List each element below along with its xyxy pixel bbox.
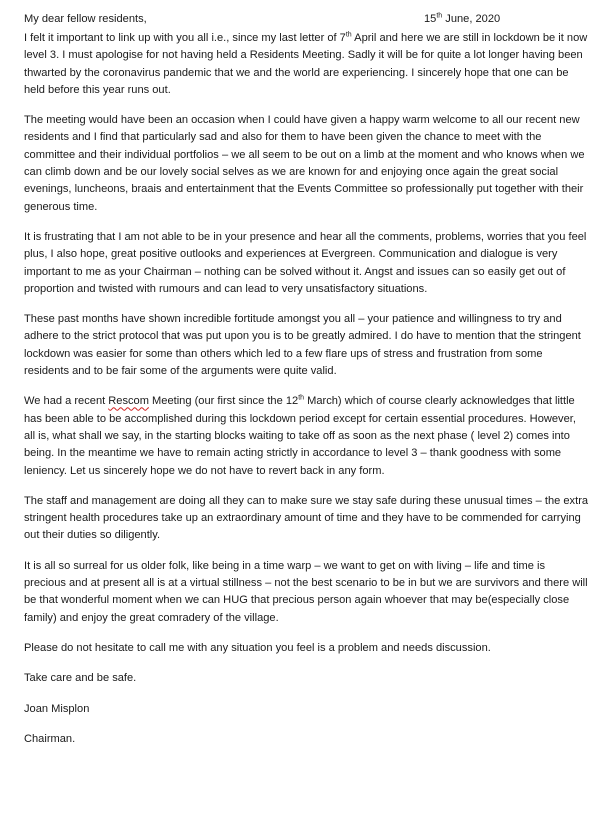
date-day: 15 xyxy=(424,13,437,25)
paragraph-8: Please do not hesitate to call me with any situation you feel is a problem and needs discussion. xyxy=(24,641,491,654)
closing-line: Take care and be safe. xyxy=(24,672,137,685)
paragraph-1 xyxy=(24,30,589,99)
paragraph-5-sup: th xyxy=(298,394,305,402)
date-suffix: th xyxy=(436,12,443,20)
signature-name: Joan Misplon xyxy=(24,702,90,715)
paragraph-3: It is frustrating that I am not able to be in your presence and hear all the comments, problems, worries that you feel plus, I also hope, great positive outlooks and experiences at Evergreen. Communication and dialogue is very important to me as your Chairman – nothing can be solved without it. Angst and issues can so easily get out of proportion and twisted with rumours and can lead to very unsatisfactory situations. xyxy=(24,230,587,295)
paragraph-1-text-a: I felt it important to link up with you all i.e., since my last letter of 7 xyxy=(24,32,346,44)
paragraph-5-text-a: We had a recent xyxy=(24,395,109,408)
misspelled-word: Rescom xyxy=(108,395,149,408)
paragraph-6: The staff and management are doing all they can to make sure we stay safe during these unusual times – the extra stringent health procedures take up an extraordinary amount of time and they have to be commended for carrying out their duties so diligently. xyxy=(24,494,589,542)
salutation: My dear fellow residents, xyxy=(24,13,147,25)
paragraph-5-text-b: Meeting (our first since the 12 xyxy=(148,395,299,408)
signature-title: Chairman. xyxy=(24,732,76,745)
paragraph-2: The meeting would have been an occasion when I could have given a happy warm welcome to all our recent new residents and I find that particularly sad and also for them to have been given the chance to meet with the committee and their individual portfolios – we all seem to be out on a limb at the moment and who knows when we can climb down and be our lovely social selves as we are known for and enjoying once again the great social evenings, luncheons, braais and entertainment that the Events Committee so professionally put together with their generous time. xyxy=(24,114,585,213)
letter-date xyxy=(424,11,500,28)
paragraph-7: It is all so surreal for us older folk, like being in a time warp – we want to get on with living – life and time is precious and at present all is at a virtual stillness – not the best scenario to be in but we are survivors and there will be that wonderful moment when we can HUG that precious person again whoever that may be(especially close family) and enjoy the great comradery of the village. xyxy=(24,559,588,624)
paragraph-5 xyxy=(24,393,589,479)
paragraph-1-sup: th xyxy=(345,31,352,39)
paragraph-5-text-c: March) which of course clearly acknowledges that little has been able to be accomplished during this lockdown period except for certain essential procedures. However, all is, what shall we say, in the starting blocks waiting to take off as soon as the next phase ( level 2) comes into being. In the meantime we have to remain acting strictly in accordance to level 3 – thank goodness with some leniency. Let us sincerely hope we do not have to revert back in any form. xyxy=(24,395,576,477)
date-rest: June, 2020 xyxy=(442,13,501,25)
letter-header xyxy=(24,8,589,30)
paragraph-4: These past months have shown incredible fortitude amongst you all – your patience and willingness to try and adhere to the strict protocol that was put upon you is to be greatly admired. I do have to mention that the stringent lockdown was easier for some than others which led to a few flare ups of stress and frustration from some residents and to be fair some of the arguments were quite valid. xyxy=(24,313,581,378)
paragraph-1-text-b: April and here we are still in lockdown be it now level 3. I must apologise for not having held a Residents Meeting. Sadly it will be for quite a lot longer having been thwarted by the coronavirus pandemic that we and the world are experiencing. I sincerely hope that one can be held before this year runs out. xyxy=(24,32,588,96)
